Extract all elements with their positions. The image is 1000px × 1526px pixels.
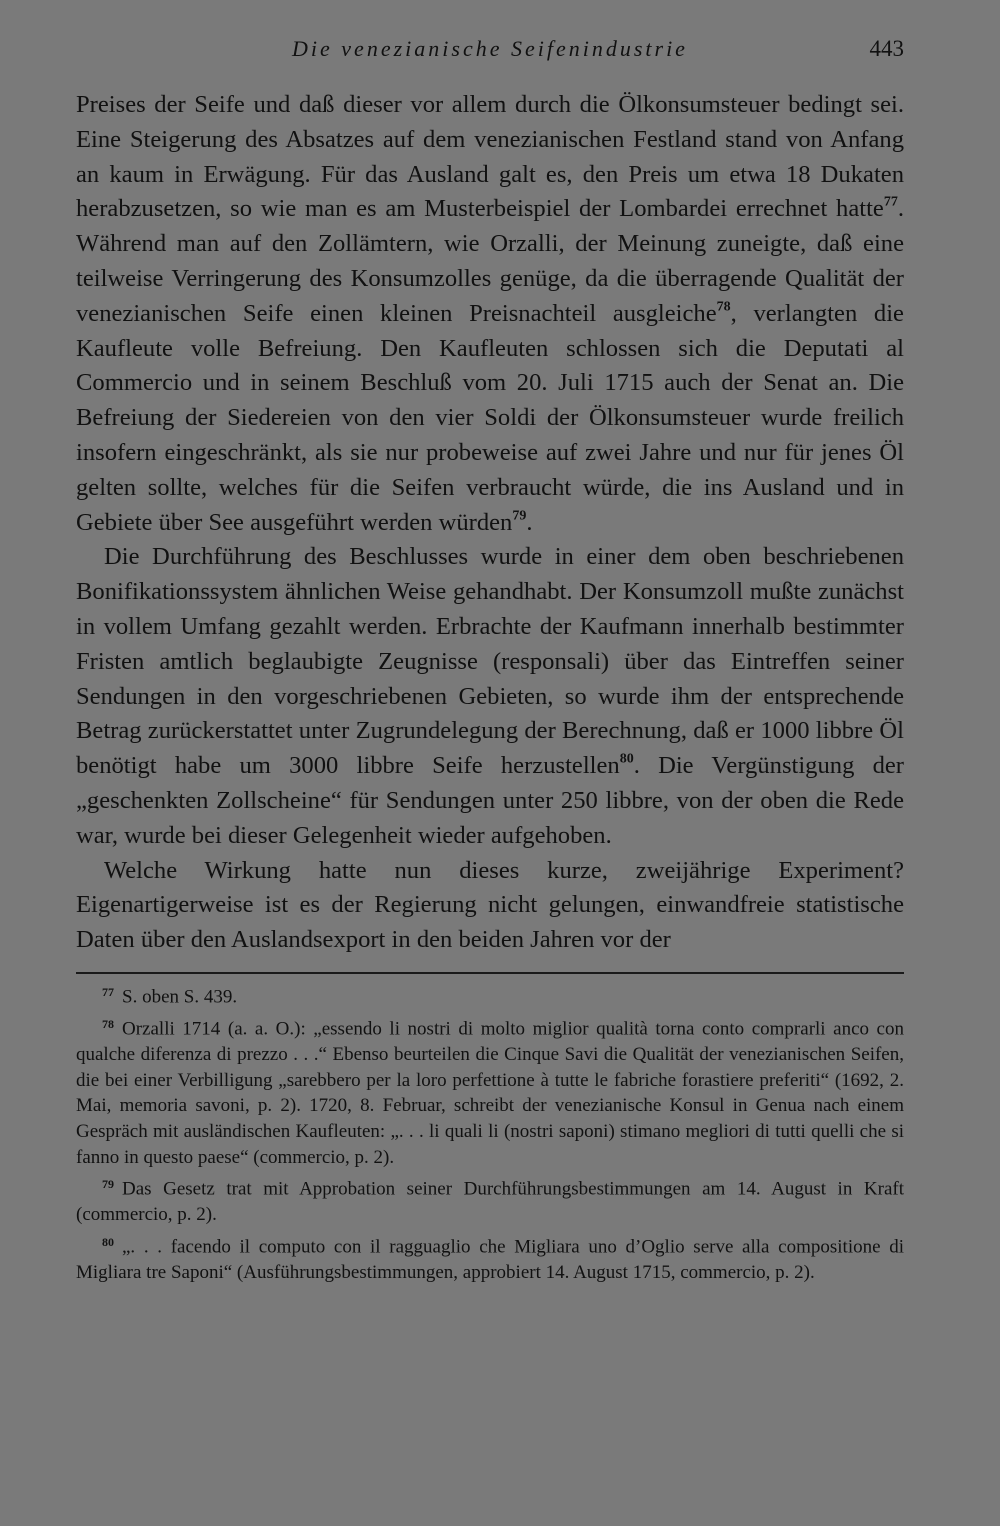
main-text xyxy=(76,88,904,958)
footnote-text: „. . . facendo il computo con il ragguaglio che Migliara uno d’Oglio serve alla compositione di Migliara tre Saponi“ (Ausführungsbestimmungen, approbiert 14. August 1715, commercio, p. 2). xyxy=(76,1236,904,1284)
paragraph-1 xyxy=(76,88,904,540)
text-run: . Die Vergünstigung der „geschenkten Zollscheine“ für Sendungen unter 250 libbre, von der oben die Rede war, wurde bei dieser Gelegenheit wieder aufgehoben. xyxy=(76,752,904,849)
footnote-text: S. oben S. 439. xyxy=(122,986,238,1008)
footnote-79 xyxy=(76,1172,904,1228)
footnote-80 xyxy=(76,1230,904,1286)
text-run: Preises der Seife und daß dieser vor allem durch die Ölkonsumsteuer bedingt sei. Eine Steigerung des Absatzes auf dem venezianischen Festland stand von Anfang an kaum in Erwägung. Für das Ausland galt es, den Preis um etwa 18 Dukaten herabzusetzen, so wie man es am Musterbeispiel der Lombardei errechnet hatte xyxy=(76,91,904,223)
footnote-78 xyxy=(76,1012,904,1170)
text-run: Die Durchführung des Beschlusses wurde in einer dem oben beschriebenen Bonifikationssystem ähnlichen Weise gehandhabt. Der Konsumzoll mußte zunächst in vollem Umfang gezahlt werden. Erbrachte der Kaufmann innerhalb bestimmter Fristen amtlich beglaubigte Zeugnisse (responsali) über das Eintreffen seiner Sendungen in den vorgeschriebenen Gebieten, so wurde ihm der entsprechende Betrag zurückerstattet unter Zugrundelegung der Berechnung, daß er 1000 libbre Öl benötigt habe um 3000 libbre Seife herzustellen xyxy=(76,543,904,780)
running-title: Die venezianische Seifenindustrie xyxy=(292,36,688,61)
book-page xyxy=(76,28,904,1288)
footnotes xyxy=(76,980,904,1286)
footnote-text: Orzalli 1714 (a. a. O.): „essendo li nostri di molto miglior qualità torna conto comprarli anco con qualche diferenza di prezzo . . .“ Ebenso beurteilen die Cinque Savi die Qualität der venezianischen Seifen, die bei einer Verbilligung „sarebbero per la loro perfettione à tutte le fabriche forastiere preferiti“ (1692, 2. Mai, memoria savoni, p. 2). 1720, 8. Februar, schreibt der venezianische Konsul in Genua nach einem Gespräch mit ausländischen Kaufleuten: „. . . li quali li (nostri saponi) stimano megliori di tutti quelli che si fanno in questo paese“ (commercio, p. 2). xyxy=(76,1018,904,1168)
footnote-number: 78 xyxy=(102,1017,114,1032)
footnote-ref-80[interactable]: 80 xyxy=(619,751,634,767)
footnote-77 xyxy=(76,980,904,1010)
text-run: , verlangten die Kaufleute volle Befreiung. Den Kaufleuten schlossen sich die Deputati al Commercio und in seinem Beschluß vom 20. Juli 1715 auch der Senat an. Die Befreiung der Siedereien von den vier Soldi der Ölkonsumsteuer wurde freilich insofern eingeschränkt, als sie nur probeweise auf zwei Jahre und nur für jenes Öl gelten sollte, welches für die Seifen verbraucht würde, die ins Ausland und in Gebiete über See ausgeführt werden würden xyxy=(76,299,904,536)
text-run: . Während man auf den Zollämtern, wie Orzalli, der Meinung zuneigte, daß eine teilweise Verringerung des Konsumzolles genüge, da die überragende Qualität der venezianischen Seife einen kleinen Preisnachteil ausgleiche xyxy=(76,195,904,327)
text-run: . xyxy=(526,508,533,536)
page-number: 443 xyxy=(869,36,904,61)
footnote-divider xyxy=(76,972,904,974)
footnote-ref-79[interactable]: 79 xyxy=(512,508,527,524)
running-head xyxy=(76,28,904,72)
footnote-number: 80 xyxy=(102,1235,114,1250)
paragraph-2 xyxy=(76,540,904,853)
footnote-number: 79 xyxy=(102,1177,114,1192)
footnote-text: Das Gesetz trat mit Approbation seiner Durchführungsbestimmungen am 14. August in Kraft (commercio, p. 2). xyxy=(76,1178,904,1226)
footnote-number: 77 xyxy=(102,984,114,999)
paragraph-3: Welche Wirkung hatte nun dieses kurze, zweijährige Experiment? Eigenartigerweise ist es der Regierung nicht gelungen, einwandfreie statistische Daten über den Auslandsexport in den beiden Jahren vor der xyxy=(76,856,904,954)
footnote-ref-77[interactable]: 77 xyxy=(883,194,898,210)
footnote-ref-78[interactable]: 78 xyxy=(716,299,731,315)
